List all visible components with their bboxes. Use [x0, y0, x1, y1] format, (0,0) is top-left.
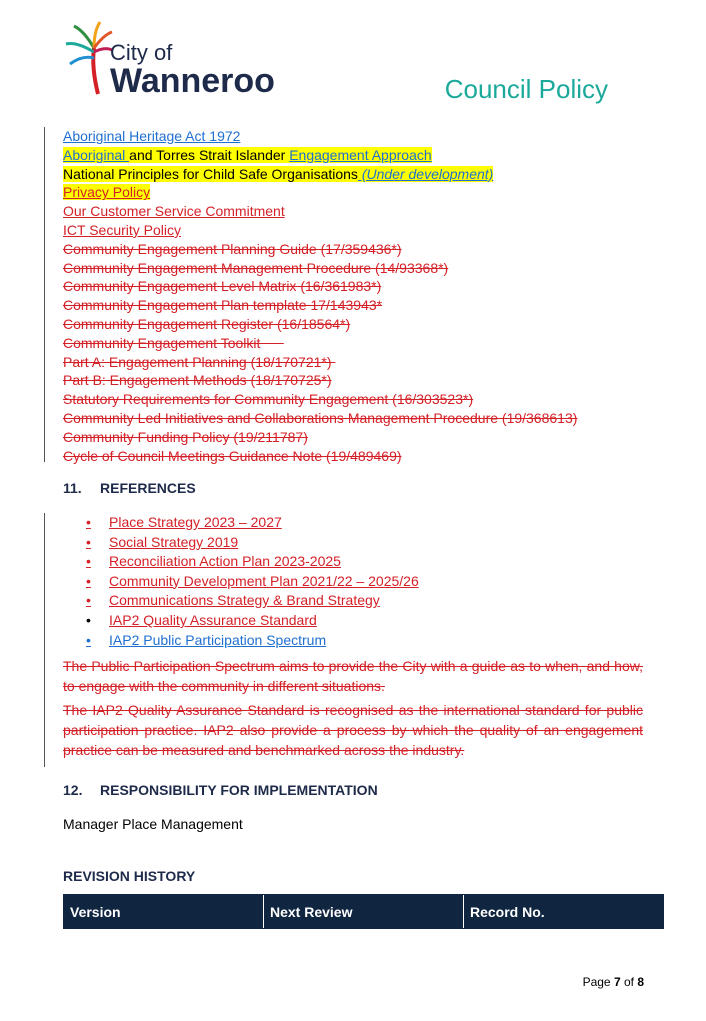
related-doc-link[interactable]: (Under development) — [357, 165, 494, 182]
references-list — [86, 513, 419, 650]
section-title: RESPONSIBILITY FOR IMPLEMENTATION — [100, 782, 378, 798]
deleted-doc-link[interactable]: Community Engagement Register (16/18564*) — [63, 315, 351, 332]
deleted-doc-link[interactable]: Part A: Engagement Planning (18/170721*) — [63, 353, 336, 370]
deleted-doc-link[interactable]: Statutory Requirements for Community Engagement (16/303523*) — [63, 391, 474, 408]
list-item — [86, 631, 419, 651]
section-11-heading — [63, 480, 196, 496]
city-logo — [64, 18, 304, 103]
related-doc-link[interactable]: Aboriginal — [63, 146, 130, 163]
related-doc-link[interactable]: Our Customer Service Commitment — [63, 203, 285, 220]
related-doc-link[interactable]: ICT Security Policy — [63, 221, 181, 238]
bullet-icon: • — [86, 592, 91, 609]
deleted-doc-link[interactable]: Cycle of Council Meetings Guidance Note (19/489469) — [63, 447, 402, 464]
logo-line-city: City of — [110, 40, 173, 65]
bullet-icon: • — [86, 572, 91, 589]
change-bar — [44, 513, 45, 767]
reference-link[interactable]: Communications Strategy & Brand Strategy — [109, 592, 380, 609]
related-doc-text: National Principles for Child Safe Organisations — [63, 165, 358, 182]
deleted-doc-link[interactable]: Community Engagement Level Matrix (16/361983*) — [63, 278, 382, 295]
related-doc-text: and Torres Strait Islander — [129, 146, 290, 163]
revision-table-header — [63, 894, 664, 929]
logo-mark-icon — [64, 18, 114, 98]
page-total: 8 — [637, 975, 644, 989]
reference-link[interactable]: IAP2 Public Participation Spectrum — [109, 631, 327, 648]
page-of-label: of — [620, 975, 638, 989]
deleted-doc-link[interactable]: Community Engagement Plan template 17/143943* — [63, 297, 383, 314]
deleted-paragraph: The IAP2 Quality Assurance Standard is recognised as the international standard for public participation practice. IAP2 also provide a process by which the quality of an engagement practice can be measured and benchmarked across the industry. — [63, 702, 643, 758]
responsible-officer: Manager Place Management — [63, 816, 243, 832]
reference-link[interactable]: Reconciliation Action Plan 2023-2025 — [109, 553, 341, 570]
deleted-doc-link[interactable]: Community Engagement Management Procedure (14/93368*) — [63, 259, 449, 276]
related-doc-link[interactable]: Privacy Policy — [63, 184, 151, 201]
logo-line-wanneroo: Wanneroo — [110, 62, 275, 100]
deleted-doc-link[interactable]: Community Led Initiatives and Collaborations Management Procedure (19/368613) — [63, 409, 578, 426]
section-12-heading — [63, 782, 378, 798]
revision-history-heading: REVISION HISTORY — [63, 868, 196, 884]
page-footer — [583, 975, 644, 989]
section-title: REFERENCES — [100, 480, 196, 496]
related-documents-list — [63, 127, 577, 465]
reference-link[interactable]: Social Strategy 2019 — [109, 533, 239, 550]
column-header-version: Version — [64, 895, 264, 928]
bullet-icon: • — [86, 553, 91, 570]
list-item — [86, 611, 419, 631]
page-label: Page — [582, 975, 614, 989]
reference-link[interactable]: Community Development Plan 2021/22 – 2025/26 — [109, 572, 419, 589]
section-number: 11. — [63, 480, 82, 496]
column-header-next-review: Next Review — [264, 895, 464, 928]
deleted-doc-link[interactable]: Community Engagement Planning Guide (17/359436*) — [63, 240, 402, 257]
deleted-paragraph: The Public Participation Spectrum aims to provide the City with a guide as to when, and how, to engage with the community in different situations. — [63, 658, 643, 694]
section-number: 12. — [63, 782, 83, 798]
bullet-icon: • — [86, 533, 91, 550]
deleted-doc-link[interactable]: Community Engagement Toolkit — [63, 334, 284, 351]
bullet-icon: • — [86, 631, 91, 648]
bullet-icon: • — [86, 611, 91, 628]
list-item — [86, 552, 419, 572]
deleted-doc-link[interactable]: Part B: Engagement Methods (18/170725*) — [63, 372, 332, 389]
list-item — [86, 533, 419, 553]
list-item — [86, 572, 419, 592]
column-header-record-no: Record No. — [470, 904, 545, 920]
page-title: Council Policy — [444, 74, 608, 104]
page-number: 7 — [613, 975, 621, 989]
related-doc-link[interactable]: Engagement Approach — [289, 146, 432, 163]
list-item — [86, 513, 419, 533]
list-item — [86, 591, 419, 611]
reference-link[interactable]: Place Strategy 2023 – 2027 — [109, 514, 282, 530]
bullet-icon: • — [86, 514, 91, 530]
deleted-doc-link[interactable]: Community Funding Policy (19/211787) — [63, 428, 308, 445]
reference-link[interactable]: IAP2 Quality Assurance Standard — [109, 611, 317, 628]
related-doc-link[interactable]: Aboriginal Heritage Act 1972 — [63, 128, 241, 144]
change-bar — [44, 127, 45, 462]
